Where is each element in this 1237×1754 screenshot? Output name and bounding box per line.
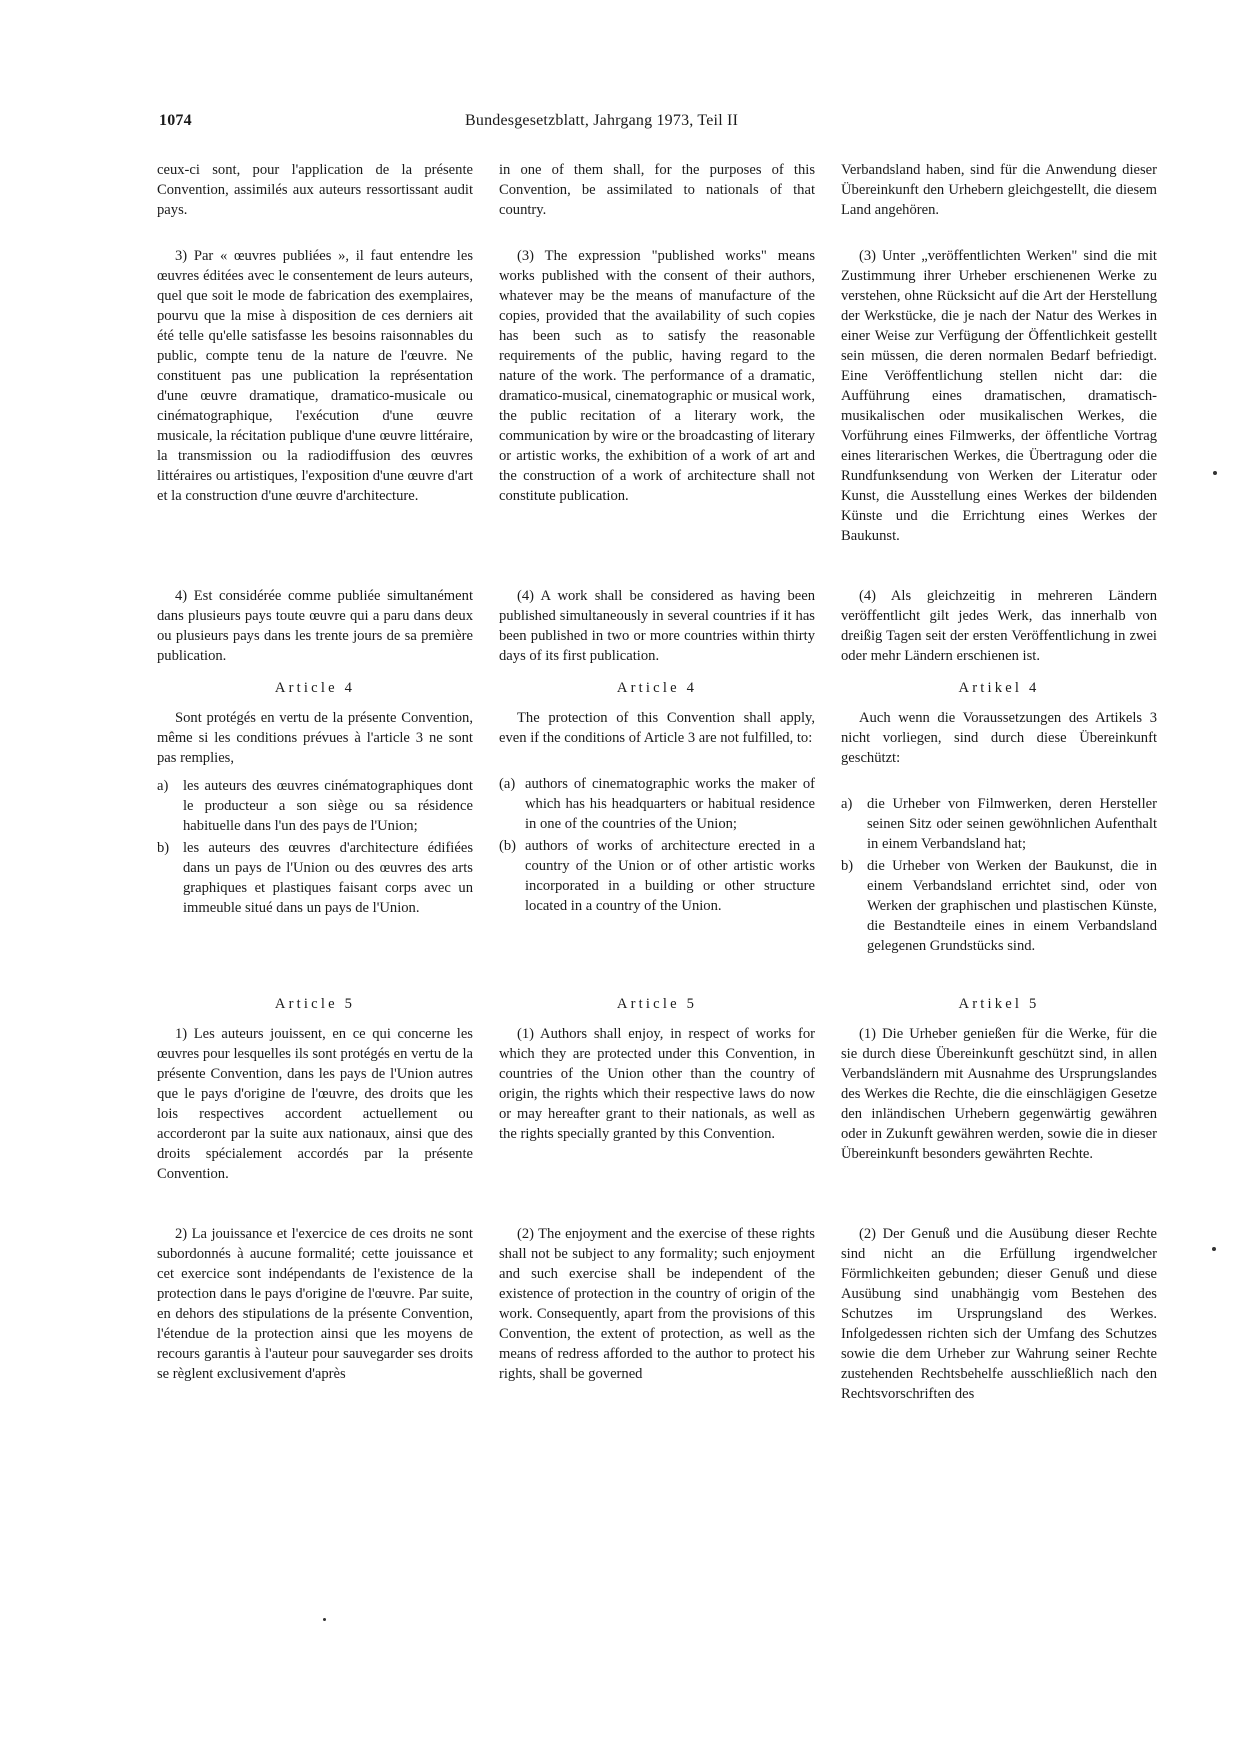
- scan-speck: [323, 1618, 326, 1621]
- spacer: [841, 666, 1157, 678]
- fr-article-4-list: [157, 776, 473, 918]
- spacer: [841, 1014, 1157, 1024]
- spacer: [841, 1184, 1157, 1224]
- list-item-text: die Urheber von Filmwerken, deren Hersteller seinen Sitz oder seinen gewöhnlichen Aufenthalt in einem Verbandsland hat;: [867, 796, 1157, 852]
- scan-speck: [1212, 1247, 1216, 1251]
- list-item-text: die Urheber von Werken der Baukunst, die in einem Verbandsland errichtet sind, oder von Werken der graphischen und plastischen Künste, die Bestandteile eines in einem Verbandsland gelegenen Grundstücks sind.: [867, 858, 1157, 954]
- list-marker: a): [841, 796, 853, 812]
- running-title: Bundesgesetzblatt, Jahrgang 1973, Teil II: [465, 112, 739, 129]
- en-article-5-paragraph-1: (1) Authors shall enjoy, in respect of works for which they are protected under this Convention, in countries of the Union other than the country of origin, the rights which their respective laws do now or may hereafter grant to their nationals, as well as the rights specially granted by this Convention.: [499, 1026, 815, 1142]
- spacer: [157, 220, 473, 246]
- list-item-text: authors of works of architecture erected in a country of the Union or of other artistic works incorporated in a building or other structure located in a country of the Union.: [525, 838, 815, 914]
- spacer: [499, 666, 815, 674]
- en-paragraph-3: (3) The expression "published works" means works published with the consent of their authors, whatever may be the means of manufacture of the copies, provided that the availability of such copies has been such as to satisfy the reasonable requirements of the public, having regard to the nature of the work. The performance of a dramatic, dramatico-musical, cinematographic or musical work, the public recitation of a literary work, the communication by wire or the broadcasting of literary or artistic works, the exhibition of a work of art and the construction of a work of architecture shall not constitute publication.: [499, 248, 815, 504]
- en-article-4-heading: Article 4: [616, 680, 698, 696]
- fr-intro-paragraph: ceux-ci sont, pour l'application de la présente Convention, assimilés aux auteurs ressortissant audit pays.: [157, 162, 473, 218]
- en-article-5-heading: Article 5: [616, 996, 698, 1012]
- spacer: [157, 1184, 473, 1192]
- de-article-4-list: [841, 794, 1157, 956]
- de-article-4-intro: Auch wenn die Voraussetzungen des Artikels 3 nicht vorliegen, sind durch diese Übereinkunft geschützt:: [841, 710, 1157, 766]
- spacer: [499, 1184, 815, 1224]
- spacer: [499, 220, 815, 246]
- de-article-4-heading: Artikel 4: [958, 680, 1040, 696]
- fr-article-4: [157, 678, 473, 920]
- spacer: [157, 546, 473, 586]
- list-item: [841, 794, 1157, 854]
- list-marker: a): [157, 778, 169, 794]
- spacer: [157, 958, 473, 994]
- spacer: [157, 768, 473, 776]
- list-item-text: les auteurs des œuvres cinématographiques dont le producteur a son siège ou sa résidence habituelle dans l'un des pays de l'Union;: [183, 778, 473, 834]
- spacer: [499, 698, 815, 708]
- spacer: [499, 1014, 815, 1024]
- spacer: [157, 1014, 473, 1024]
- fr-paragraph-4: 4) Est considérée comme publiée simultanément dans plusieurs pays toute œuvre qui a paru dans deux ou plusieurs pays dans les trente jours de sa première publication.: [157, 588, 473, 664]
- list-marker: (a): [499, 776, 516, 792]
- de-article-5-heading: Artikel 5: [958, 996, 1040, 1012]
- fr-article-5-heading: Article 5: [274, 996, 356, 1012]
- list-item: [157, 838, 473, 918]
- list-marker: b): [157, 840, 170, 856]
- en-article-5-paragraph-2: (2) The enjoyment and the exercise of these rights shall not be subject to any formality; such enjoyment and such exercise shall be independent of the existence of protection in the country of origin of the work. Consequently, apart from the provisions of this Convention, the extent of protection, as well as the means of redress afforded to the author to protect his rights, shall be governed: [499, 1226, 815, 1382]
- spacer: [157, 698, 473, 708]
- fr-article-4-intro: Sont protégés en vertu de la présente Convention, même si les conditions prévues à l'article 3 ne sont pas remplies,: [157, 710, 473, 766]
- trilingual-text-grid: [157, 160, 1159, 1404]
- de-article-5: [841, 994, 1157, 1164]
- spacer: [841, 546, 1157, 554]
- page-number: 1074: [159, 112, 192, 129]
- en-paragraph-4: (4) A work shall be considered as having been published simultaneously in several countries if it has been published in two or more countries within thirty days of its first publication.: [499, 588, 815, 664]
- en-article-5: [499, 994, 815, 1144]
- de-paragraph-4: (4) Als gleichzeitig in mehreren Ländern veröffentlicht gilt jedes Werk, das innerhalb von dreißig Tagen seit der ersten Veröffentlichung in zwei oder mehr Ländern erschienen ist.: [841, 588, 1157, 664]
- scan-speck: [1213, 471, 1217, 475]
- fr-article-5: [157, 994, 473, 1184]
- fr-article-5-paragraph-2: 2) La jouissance et l'exercice de ces droits ne sont subordonnés à aucune formalité; cette jouissance et cet exercice sont indépendants de l'existence de la protection dans le pays d'origine de l'œuvre. Par suite, en dehors des stipulations de la présente Convention, l'étendue de la protection ainsi que les moyens de recours garantis à l'auteur pour sauvegarder ses droits se règlent exclusivement d'après: [157, 1226, 473, 1382]
- en-article-4-intro: The protection of this Convention shall apply, even if the conditions of Article 3 are not fulfilled, to:: [499, 710, 815, 746]
- spacer: [841, 698, 1157, 708]
- spacer: [499, 546, 815, 586]
- de-article-4: [841, 678, 1157, 958]
- list-item-text: authors of cinematographic works the maker of which has his headquarters or habitual residence in one of the countries of the Union;: [525, 776, 815, 832]
- de-article-5-paragraph-2: (2) Der Genuß und die Ausübung dieser Rechte sind nicht an die Erfüllung irgendwelcher Förmlichkeiten gebunden; dieser Genuß und diese Ausübung sind unabhängig vom Bestehen des Schutzes im Ursprungsland des Werkes. Infolgedessen richten sich der Umfang des Schutzes sowie die dem Urheber zur Wahrung seiner Rechte zustehenden Rechtsbehelfe ausschließlich nach den Rechtsvorschriften des: [841, 1226, 1157, 1402]
- spacer: [157, 666, 473, 678]
- list-item: [841, 856, 1157, 956]
- list-marker: b): [841, 858, 854, 874]
- list-marker: (b): [499, 838, 517, 854]
- en-article-4-list: [499, 774, 815, 916]
- fr-article-5-paragraph-1: 1) Les auteurs jouissent, en ce qui concerne les œuvres pour lesquelles ils sont protégés en vertu de la présente Convention, dans les pays de l'Union autres que le pays d'origine de l'œuvre, des droits que les lois respectives accordent actuellement ou accorderont par la suite aux nationaux, ainsi que des droits spécialement accordés par la présente Convention.: [157, 1026, 473, 1182]
- spacer: [499, 748, 815, 774]
- en-article-4: [499, 678, 815, 918]
- de-paragraph-3: (3) Unter „veröffentlichten Werken" sind die mit Zustimmung ihrer Urheber erschienenen Werke zu verstehen, ohne Rücksicht auf die Art der Herstellung der Werkstücke, die je nach der Natur des Werkes in einer Weise zur Verfügung der Öffentlichkeit gestellt sein müssen, die deren normalen Bedarf befriedigt. Eine Veröffentlichung stellen nicht dar: die Aufführung eines dramatischen, dramatisch-musikalischen oder musikalischen Werkes, die Vorführung eines Filmwerks, der öffentliche Vortrag eines literarischen Werkes, die Übertragung oder die Rundfunksendung von Werken der Literatur oder Kunst, die Ausstellung eines Werkes der bildenden Künste und die Errichtung eines Werkes der Baukunst.: [841, 248, 1157, 544]
- en-intro-paragraph: in one of them shall, for the purposes of this Convention, be assimilated to nationals of that country.: [499, 162, 815, 218]
- de-intro-paragraph: Verbandsland haben, sind für die Anwendung dieser Übereinkunft den Urhebern gleichgestellt, die diesem Land angehören.: [841, 162, 1157, 218]
- spacer: [499, 958, 815, 994]
- fr-article-4-heading: Article 4: [274, 680, 356, 696]
- spacer: [841, 768, 1157, 794]
- spacer: [841, 220, 1157, 230]
- de-article-5-paragraph-1: (1) Die Urheber genießen für die Werke, für die sie durch diese Übereinkunft geschützt sind, in allen Verbandsländern mit Ausnahme des Ursprungslandes des Werkes die Rechte, die die einschlägigen Gesetze den inländischen Urhebern gegenwärtig gewähren oder in Zukunft gewähren werden, sowie die in dieser Übereinkunft besonders gewährten Rechte.: [841, 1026, 1157, 1162]
- list-item: [499, 774, 815, 834]
- list-item: [499, 836, 815, 916]
- spacer: [841, 958, 1157, 970]
- fr-paragraph-3: 3) Par « œuvres publiées », il faut entendre les œuvres éditées avec le consentement de leurs auteurs, quel que soit le mode de fabrication des exemplaires, pourvu que la mise à disposition de ces derniers ait été telle qu'elle satisfasse les besoins raisonnables du public, compte tenu de la nature de l'œuvre. Ne constituent pas une publication la représentation d'une œuvre dramatique, dramatico-musicale ou cinématographique, l'exécution d'une œuvre musicale, la récitation publique d'une œuvre littéraire, la transmission ou la radiodiffusion des œuvres littéraires ou artistiques, l'exposition d'une œuvre d'art et la construction d'une œuvre d'architecture.: [157, 248, 473, 504]
- list-item: [157, 776, 473, 836]
- list-item-text: les auteurs des œuvres d'architecture édifiées dans un pays de l'Union ou des œuvres des arts graphiques et plastiques faisant corps avec un immeuble situé dans un pays de l'Union.: [183, 840, 473, 916]
